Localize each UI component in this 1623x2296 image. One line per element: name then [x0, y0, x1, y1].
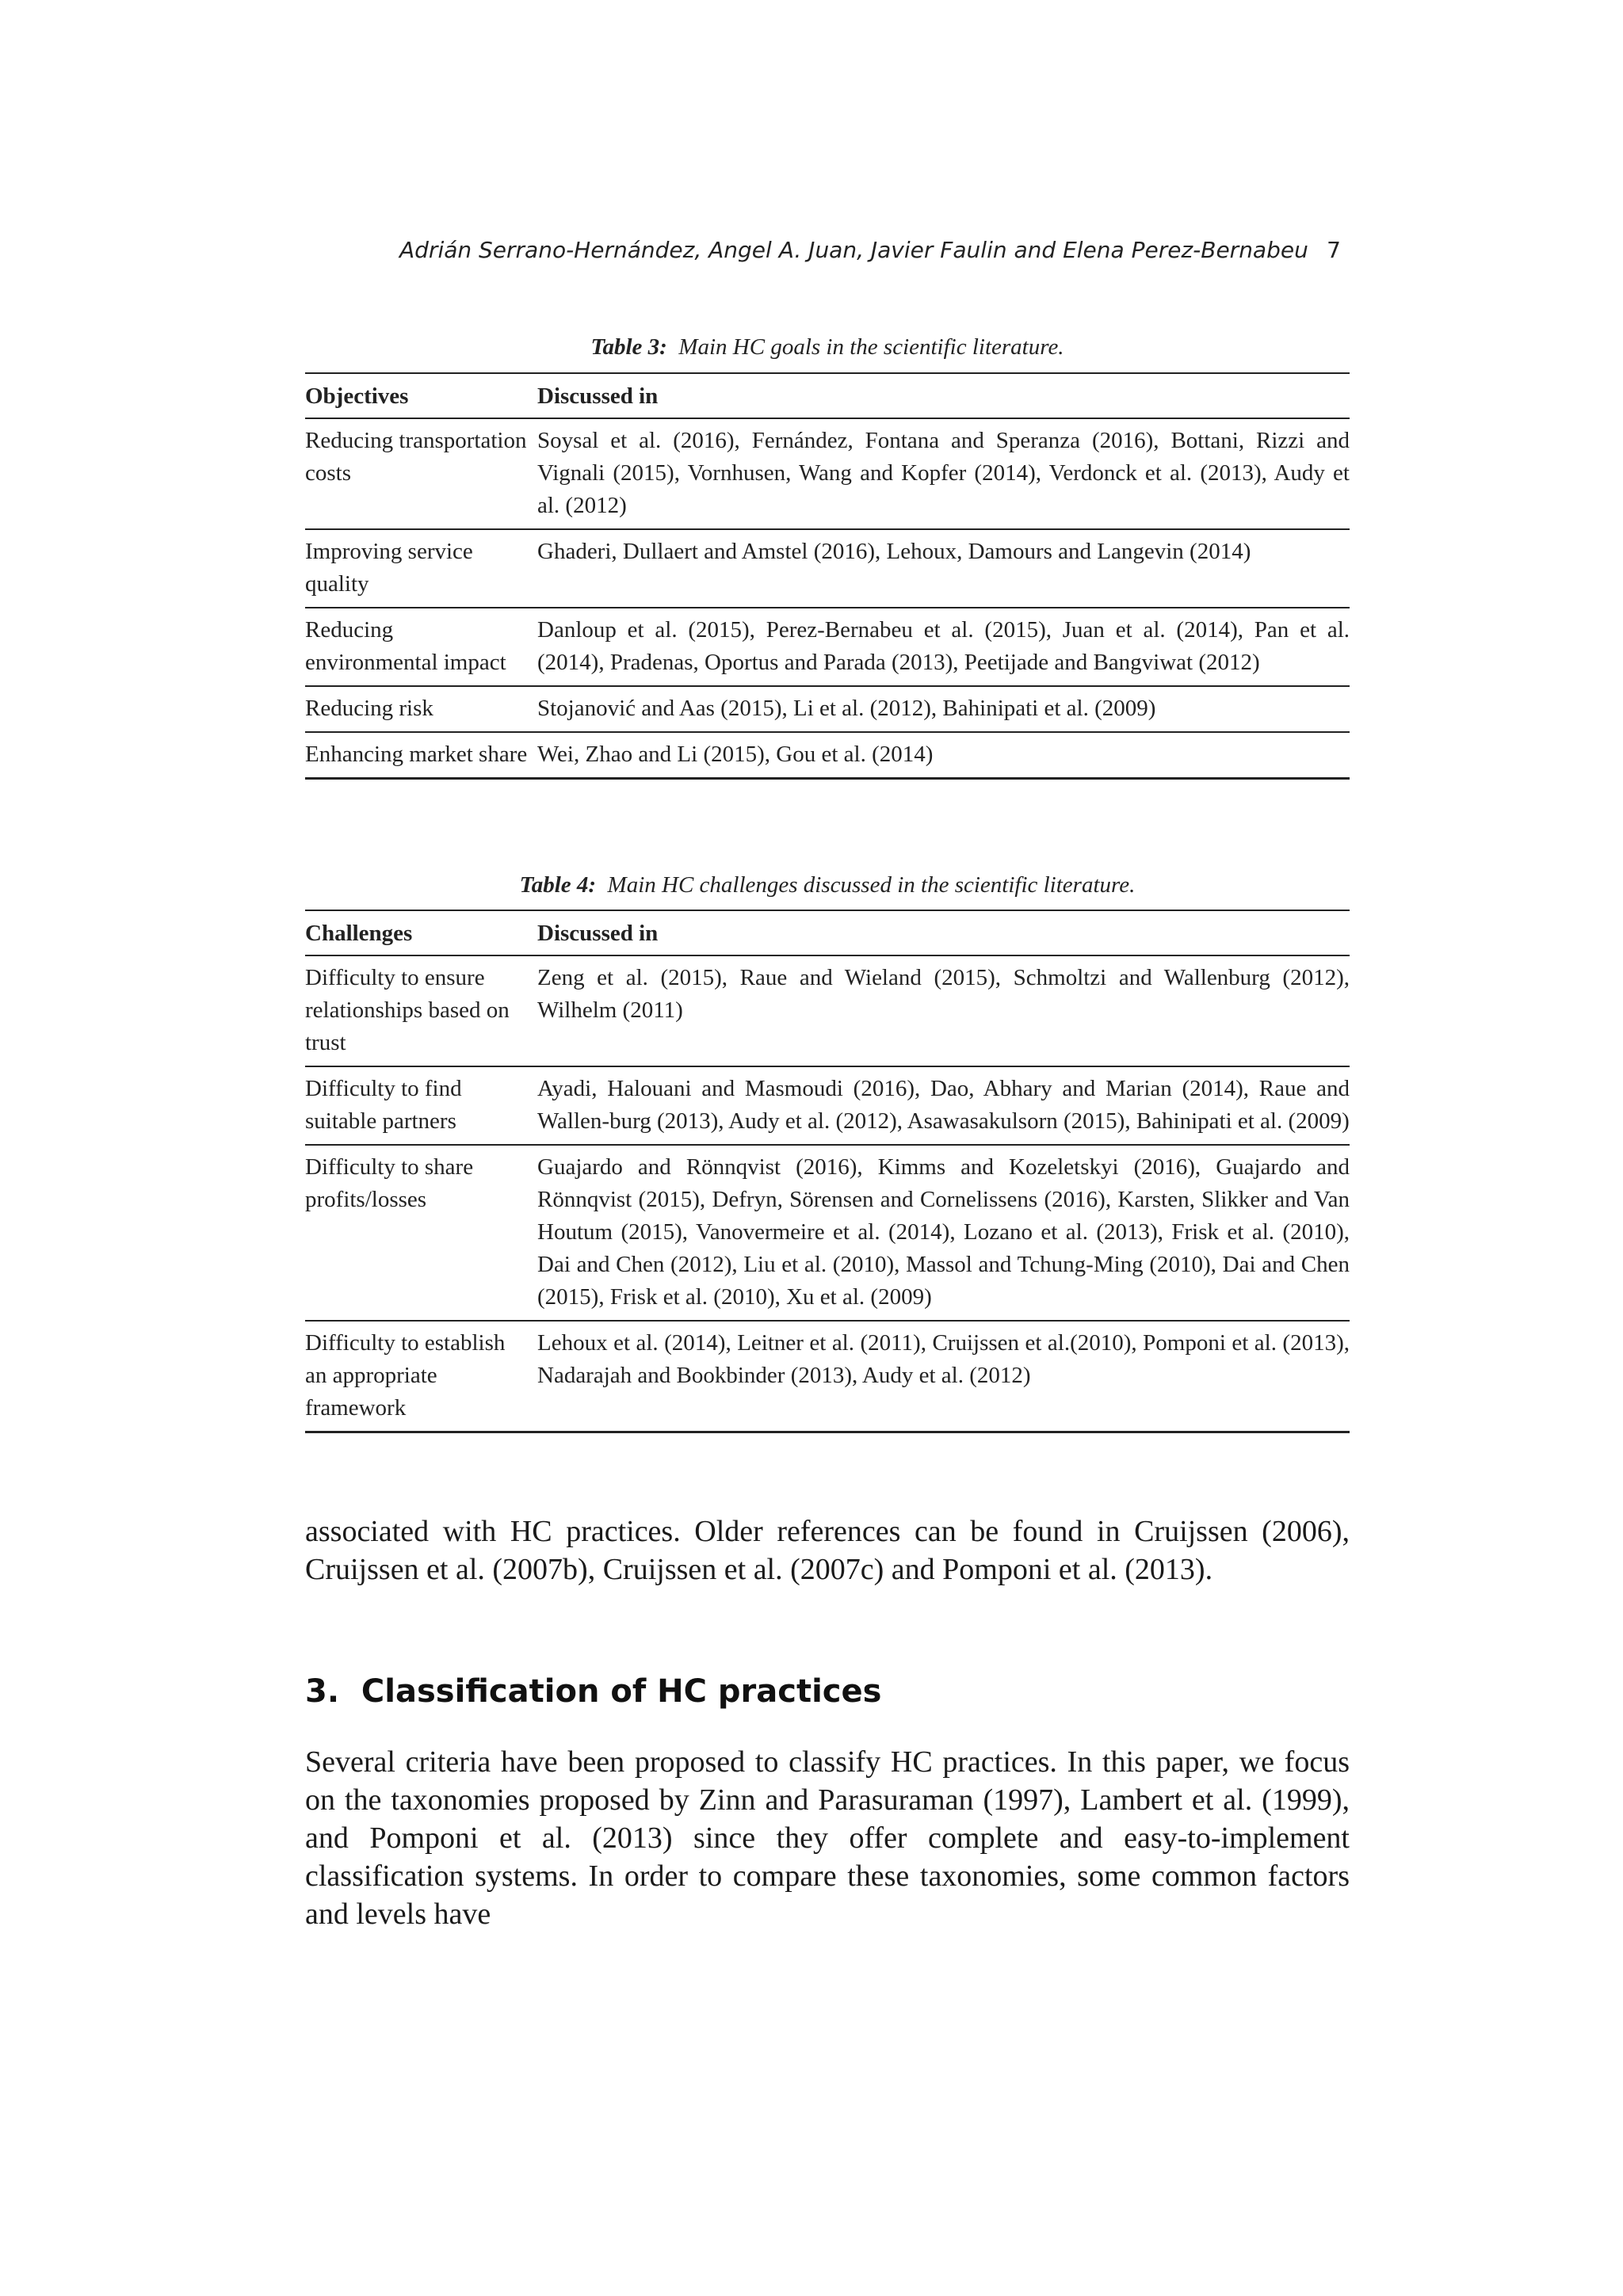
table3-objective-cell: Reducing environmental impact — [305, 617, 506, 675]
body-paragraph: associated with HC practices. Older references can be found in Cruijssen (2006), Cruijssen et al. (2007b), Cruijssen et al. (2007c) and Pomponi et al. (2013). — [305, 1515, 1350, 1586]
table-row — [305, 1067, 1350, 1146]
table3-objective-cell: Enhancing market share — [305, 742, 528, 767]
table-row — [305, 530, 1350, 608]
table-row — [305, 956, 1350, 1067]
table3-objective-cell: Improving service quality — [305, 539, 473, 597]
section-number: 3. — [305, 1673, 340, 1710]
table4-challenge-cell: Difficulty to establish an appropriate framework — [305, 1330, 506, 1421]
table3-discussed-cell: Danloup et al. (2015), Perez-Bernabeu et al. (2015), Juan et al. (2014), Pan et al. (2014), Pradenas, Oportus and Parada (2013), Peetijade and Bangviwat (2012) — [537, 617, 1350, 675]
table4-discussed-cell: Ayadi, Halouani and Masmoudi (2016), Dao, Abhary and Marian (2014), Raue and Wallen-burg (2013), Audy et al. (2012), Asawasakulsorn (2015), Bahinipati et al. (2009) — [537, 1076, 1350, 1134]
table3-discussed-cell: Soysal et al. (2016), Fernández, Fontana and Speranza (2016), Bottani, Rizzi and Vignali (2015), Vornhusen, Wang and Kopfer (2014), Verdonck et al. (2013), Audy et al. (2012) — [537, 428, 1350, 518]
table3 — [305, 372, 1350, 780]
body-paragraph: Several criteria have been proposed to classify HC practices. In this paper, we focus on the taxonomies proposed by Zinn and Parasuraman (1997), Lambert et al. (1999), and Pomponi et al. (2013) since they offer complete and easy-to-implement classification systems. In order to compare these taxonomies, some common factors and levels have — [305, 1745, 1350, 1931]
table4-header-row — [305, 910, 1350, 956]
running-head — [307, 235, 1369, 266]
table4-caption-text: Main HC challenges discussed in the scientific literature. — [607, 872, 1136, 898]
table4-discussed-cell: Guajardo and Rönnqvist (2016), Kimms and Kozeletskyi (2016), Guajardo and Rönnqvist (2015), Defryn, Sörensen and Cornelissens (2016), Karsten, Slikker and Van Houtum (2015), Vanovermeire et al. (2014), Lozano et al. (2013), Frisk et al. (2010), Dai and Chen (2012), Liu et al. (2010), Massol and Tchung-Ming (2010), Dai and Chen (2015), Frisk et al. (2010), Xu et al. (2009) — [537, 1154, 1350, 1310]
table3-objective-cell: Reducing transportation costs — [305, 428, 527, 486]
table4-challenge-cell: Difficulty to ensure relationships based on trust — [305, 965, 510, 1055]
table4-discussed-cell: Lehoux et al. (2014), Leitner et al. (2011), Cruijssen et al.(2010), Pomponi et al. (2013), Nadarajah and Bookbinder (2013), Audy et al. (2012) — [537, 1330, 1350, 1388]
table3-discussed-cell: Stojanović and Aas (2015), Li et al. (2012), Bahinipati et al. (2009) — [537, 696, 1156, 721]
table-row — [305, 687, 1350, 733]
table3-discussed-cell: Wei, Zhao and Li (2015), Gou et al. (2014) — [537, 742, 934, 767]
table3-discussed-cell: Ghaderi, Dullaert and Amstel (2016), Lehoux, Damours and Langevin (2014) — [537, 539, 1251, 564]
table4-caption — [305, 869, 1350, 901]
table3-objective-cell: Reducing risk — [305, 696, 433, 721]
table-row — [305, 1146, 1350, 1322]
running-head-authors: Adrián Serrano-Hernández, Angel A. Juan, Javier Faulin and Elena Perez-Bernabeu — [399, 237, 1308, 263]
table-row — [305, 733, 1350, 780]
table4-header-challenges: Challenges — [305, 921, 413, 946]
table-row — [305, 419, 1350, 530]
table-row — [305, 1322, 1350, 1433]
section-heading — [305, 1672, 1350, 1711]
table-row — [305, 608, 1350, 687]
table4-caption-label: Table 4: — [519, 872, 597, 898]
section-title: Classification of HC practices — [361, 1673, 882, 1710]
table3-caption-text: Main HC goals in the scientific literature. — [678, 334, 1064, 360]
table4 — [305, 910, 1350, 1433]
table3-caption — [305, 331, 1350, 363]
table4-discussed-cell: Zeng et al. (2015), Raue and Wieland (2015), Schmoltzi and Wallenburg (2012), Wilhelm (2011) — [537, 965, 1350, 1023]
table3-header-row — [305, 372, 1350, 419]
table4-header-discussed: Discussed in — [537, 921, 659, 946]
table4-challenge-cell: Difficulty to share profits/losses — [305, 1154, 474, 1212]
page-number: 7 — [1327, 237, 1341, 263]
table3-caption-label: Table 3: — [590, 334, 667, 360]
table3-header-discussed: Discussed in — [537, 383, 659, 409]
table3-header-objectives: Objectives — [305, 383, 409, 409]
table4-challenge-cell: Difficulty to find suitable partners — [305, 1076, 462, 1134]
